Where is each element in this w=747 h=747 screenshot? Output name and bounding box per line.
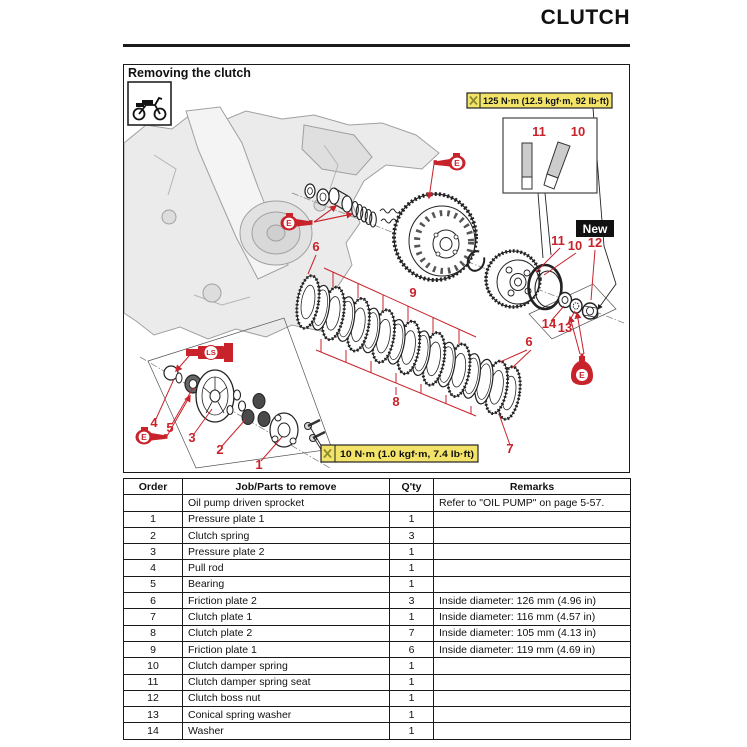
cell-job: Oil pump driven sprocket [183,495,390,511]
cell-order: 4 [124,560,183,576]
cell-order: 1 [124,511,183,527]
cell-order: 3 [124,544,183,560]
table-row [124,625,631,641]
figure-title: Removing the clutch [128,66,251,80]
table-row [124,641,631,657]
cell-remarks [434,723,631,739]
cell-job: Clutch boss nut [183,690,390,706]
part-number-label: 13 [557,320,573,335]
cell-job: Clutch damper spring seat [183,674,390,690]
cell-order: 12 [124,690,183,706]
parts-table [123,478,631,740]
cell-qty [390,495,434,511]
column-header: Job/Parts to remove [183,479,390,495]
cell-job: Clutch plate 1 [183,609,390,625]
cell-qty: 1 [390,560,434,576]
part-number-label: 9 [409,285,417,300]
table-row [124,576,631,592]
cell-qty: 1 [390,674,434,690]
cell-job: Friction plate 2 [183,593,390,609]
cell-job: Pressure plate 1 [183,511,390,527]
table-row [124,707,631,723]
cell-job: Washer [183,723,390,739]
table-row [124,723,631,739]
cell-remarks [434,527,631,543]
grease-symbol: LS [206,348,216,357]
cell-qty: 7 [390,625,434,641]
cell-order: 8 [124,625,183,641]
oil-symbol: E [286,218,292,228]
clutch-housing [394,194,476,280]
torque-value-125: 125 N·m (12.5 kgf·m, 92 lb·ft) [483,96,609,107]
table-row [124,690,631,706]
column-header: Remarks [434,479,631,495]
cell-qty: 1 [390,690,434,706]
part-number-label: 11 [532,124,546,139]
table-row [124,674,631,690]
cell-remarks: Inside diameter: 126 mm (4.96 in) [434,593,631,609]
cell-job: Conical spring washer [183,707,390,723]
table-row [124,495,631,511]
column-header: Q'ty [390,479,434,495]
part-number-label: 10 [567,238,583,253]
cell-order: 11 [124,674,183,690]
table-row [124,609,631,625]
cell-remarks [434,560,631,576]
part-number-label: 10 [570,124,586,139]
torque-callout-10 [321,445,478,462]
cell-remarks: Inside diameter: 105 mm (4.13 in) [434,625,631,641]
table-row [124,658,631,674]
table-row [124,560,631,576]
cell-qty: 1 [390,576,434,592]
cell-qty: 1 [390,511,434,527]
figure-box [123,64,630,473]
part-number-label: 2 [216,442,224,457]
oil-symbol: E [454,158,460,168]
cell-job: Clutch spring [183,527,390,543]
cell-remarks [434,511,631,527]
cell-job: Clutch damper spring [183,658,390,674]
part-number-label: 12 [587,235,603,250]
cell-job: Pull rod [183,560,390,576]
oil-symbol: E [141,432,147,442]
cell-job: Pressure plate 2 [183,544,390,560]
cell-remarks [434,690,631,706]
oil-callout-2 [429,153,466,198]
cell-qty: 1 [390,723,434,739]
part-number-label: 11 [551,233,565,248]
cell-order: 6 [124,593,183,609]
cell-order: 7 [124,609,183,625]
grease-callout-ls [176,343,233,371]
cell-qty: 1 [390,544,434,560]
cell-remarks [434,544,631,560]
cell-job: Friction plate 1 [183,641,390,657]
oil-symbol: E [579,370,585,380]
cell-remarks [434,707,631,723]
oil-callout-3 [570,313,593,385]
cell-qty: 1 [390,609,434,625]
cell-remarks [434,658,631,674]
table-row [124,511,631,527]
table-row [124,527,631,543]
torque-value-10: 10 N·m (1.0 kgf·m, 7.4 lb·ft) [340,449,474,460]
cell-remarks: Refer to "OIL PUMP" on page 5-57. [434,495,631,511]
part-number-label: 6 [312,239,320,254]
cell-order [124,495,183,511]
new-tag-label: New [582,222,608,236]
clutch-exploded-diagram [124,65,629,469]
cell-remarks [434,674,631,690]
cell-qty: 6 [390,641,434,657]
torque-callout-125 [467,93,612,108]
column-header: Order [124,479,183,495]
header-divider [123,44,630,47]
cell-qty: 1 [390,707,434,723]
cell-qty: 1 [390,658,434,674]
cell-remarks [434,576,631,592]
part-number-label: 5 [166,420,174,435]
motorcycle-icon [128,82,171,125]
cell-job: Clutch plate 2 [183,625,390,641]
table-row [124,593,631,609]
cell-qty: 3 [390,527,434,543]
cell-remarks: Inside diameter: 119 mm (4.69 in) [434,641,631,657]
cell-order: 10 [124,658,183,674]
washers-and-nut [559,293,599,320]
cell-qty: 3 [390,593,434,609]
table-header-row [124,479,631,495]
cell-job: Bearing [183,576,390,592]
part-number-label: 6 [525,334,533,349]
part-number-label: 4 [150,415,158,430]
part-number-label: 14 [541,316,557,331]
cell-order: 5 [124,576,183,592]
part-number-label: 8 [392,394,400,409]
part-number-label: 1 [255,457,263,469]
cell-remarks: Inside diameter: 116 mm (4.57 in) [434,609,631,625]
table-row [124,544,631,560]
cell-order: 9 [124,641,183,657]
cell-order: 2 [124,527,183,543]
cell-order: 14 [124,723,183,739]
part-number-label: 7 [506,441,514,456]
part-number-label: 3 [188,430,196,445]
page-title: CLUTCH [540,6,630,29]
cell-order: 13 [124,707,183,723]
